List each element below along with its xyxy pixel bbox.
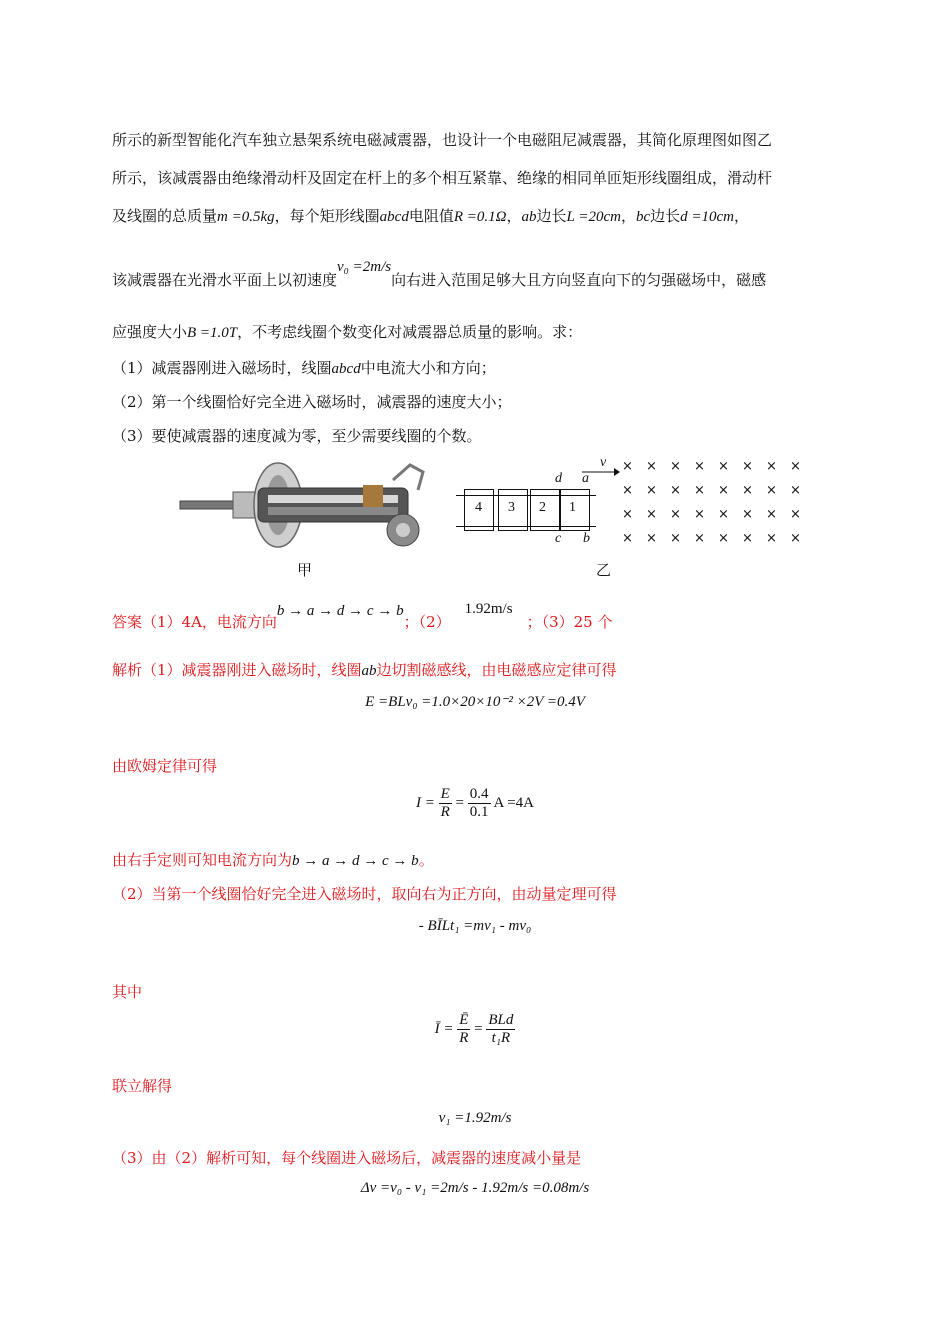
answer-direction: b → a → d → c → b: [276, 603, 404, 619]
field-cross: ×: [646, 483, 657, 498]
corner-a: a: [582, 471, 589, 486]
field-cross: ×: [694, 507, 705, 522]
velocity-arrow-icon: [580, 467, 620, 477]
problem-line-2: 所示，该减震器由绝缘滑动杆及固定在杆上的多个相互紧靠、绝缘的相同单匝矩形线圈组成，滑动杆: [112, 169, 773, 187]
question-1: （1）减震器刚进入磁场时，线圈abcd中电流大小和方向；: [112, 359, 496, 377]
field-cross: ×: [766, 459, 777, 474]
field-cross: ×: [694, 459, 705, 474]
length-value: L =20cm: [566, 209, 621, 225]
field-cross: ×: [766, 507, 777, 522]
field-cross: ×: [646, 507, 657, 522]
equation-momentum: - BĪLt₁ =mv₁ - mv₀: [418, 918, 532, 934]
field-cross: ×: [694, 531, 705, 546]
figure-label-jia: 甲: [297, 561, 313, 579]
field-cross: ×: [790, 531, 801, 546]
field-cross: ×: [670, 507, 681, 522]
field-cross: ×: [718, 507, 729, 522]
field-cross: ×: [718, 483, 729, 498]
field-cross: ×: [694, 483, 705, 498]
answer-line: 答案（1）4A，电流方向b → a → d → c → b；（2）1.92m/s；（3）25 个: [112, 601, 613, 631]
solution-4: （2）当第一个线圈恰好完全进入磁场时，取向右为正方向，由动量定理可得: [112, 885, 617, 903]
question-2: （2）第一个线圈恰好完全进入磁场时，减震器的速度大小；: [112, 393, 512, 411]
coil-diagram: 4 3 2 1 d a c b v × × × × × × × × × × × × × × × × × × × × × × × × × × × × × × × ×: [450, 455, 810, 555]
problem-line-5: 应强度大小B =1.0T，不考虑线圈个数变化对减震器总质量的影响。求：: [112, 323, 583, 341]
resistance-value: R =0.1Ω: [453, 209, 507, 225]
field-cross: ×: [766, 483, 777, 498]
corner-d: d: [555, 471, 562, 486]
field-cross: ×: [742, 483, 753, 498]
field-cross: ×: [790, 459, 801, 474]
field-cross: ×: [622, 531, 633, 546]
initial-velocity: v₀ =2m/s: [337, 259, 392, 275]
problem-line-4: 该减震器在光滑水平面上以初速度v₀ =2m/s向右进入范围足够大且方向竖直向下的匀强磁场中，磁感: [112, 259, 767, 289]
width-value: d =10cm: [680, 209, 735, 225]
equation-v1: v₁ =1.92m/s: [438, 1110, 512, 1126]
question-3: （3）要使减震器的速度减为零，至少需要线圈的个数。: [112, 427, 482, 445]
field-cross: ×: [646, 531, 657, 546]
solution-7: （3）由（2）解析可知，每个线圈进入磁场后，减震器的速度减小量是: [112, 1149, 582, 1167]
solution-3: 由右手定则可知电流方向为b → a → d → c → b。: [112, 851, 434, 869]
field-cross: ×: [670, 459, 681, 474]
problem-line-1: 所示的新型智能化汽车独立悬架系统电磁减震器，也设计一个电磁阻尼减震器，其简化原理图如图乙: [112, 131, 773, 149]
field-cross: ×: [742, 507, 753, 522]
field-cross: ×: [622, 483, 633, 498]
mass-value: m =0.5kg: [217, 209, 275, 225]
field-strength: B =1.0T: [187, 325, 238, 341]
field-cross: ×: [646, 459, 657, 474]
field-cross: ×: [742, 531, 753, 546]
field-cross: ×: [622, 507, 633, 522]
figure-label-yi: 乙: [596, 561, 612, 579]
solution-6: 联立解得: [112, 1077, 173, 1095]
corner-c: c: [555, 531, 562, 546]
field-cross: ×: [790, 507, 801, 522]
field-cross: ×: [622, 459, 633, 474]
field-cross: ×: [790, 483, 801, 498]
field-cross: ×: [742, 459, 753, 474]
shock-absorber-image: [178, 460, 438, 560]
field-cross: ×: [766, 531, 777, 546]
equation-ohm: I = $\frac{E}{R}$ = $\frac{0.4}{0.1}$ A =4A: [416, 786, 534, 820]
corner-b: b: [583, 531, 590, 546]
answer-velocity: 1.92m/s: [464, 601, 513, 617]
problem-line-3: 及线圈的总质量m =0.5kg，每个矩形线圈abcd电阻值R =0.1Ω，ab边长L =20cm，bc边长d =10cm，: [112, 207, 750, 225]
equation-delta-v: Δv =v₀ - v₁ =2m/s - 1.92m/s =0.08m/s: [360, 1180, 590, 1196]
solution-2: 由欧姆定律可得: [112, 757, 218, 775]
field-cross: ×: [670, 531, 681, 546]
equation-emf: E =BLv₀ =1.0×20×10⁻² ×2V =0.4V: [365, 694, 585, 710]
solution-5: 其中: [112, 983, 143, 1001]
field-cross: ×: [718, 531, 729, 546]
field-cross: ×: [718, 459, 729, 474]
solution-1: 解析（1）减震器刚进入磁场时，线圈ab边切割磁感线，由电磁感应定律可得: [112, 661, 617, 679]
field-cross: ×: [670, 483, 681, 498]
equation-average-current: Ī = $\frac{Ē}{R}$ = $\frac{\text{BLd}}{\text{t₁R}}$: [434, 1012, 514, 1046]
velocity-label: v: [600, 455, 607, 470]
